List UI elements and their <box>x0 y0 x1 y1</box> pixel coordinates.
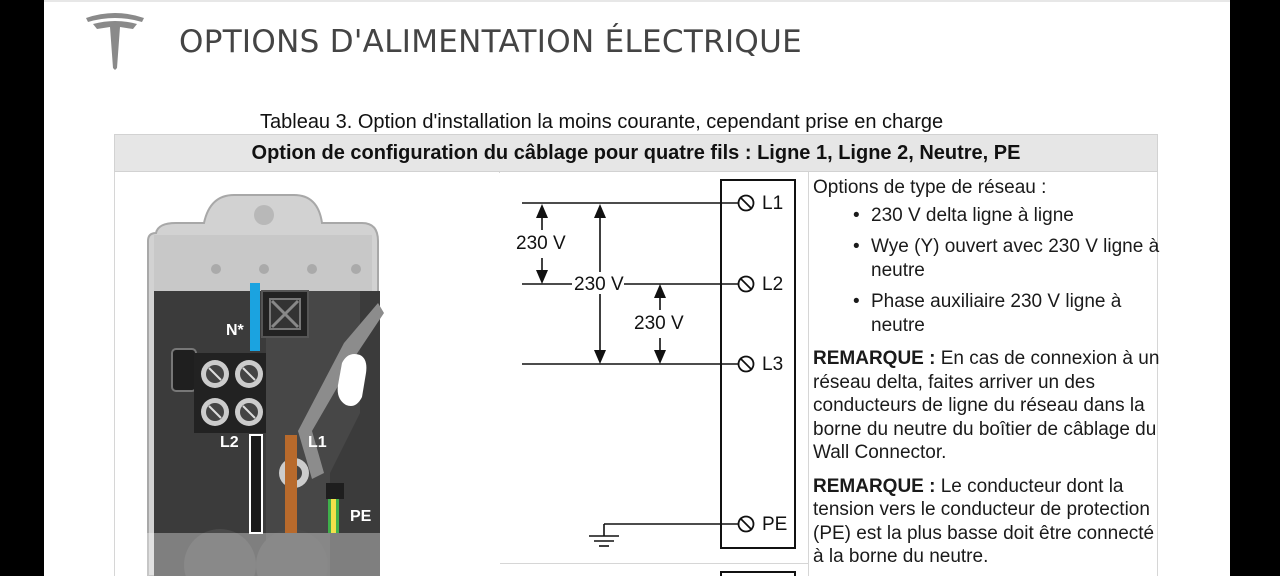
page-top-border <box>44 0 1230 2</box>
pe-wire-label: PE <box>350 508 372 525</box>
list-item <box>813 235 1163 282</box>
table-caption: Tableau 3. Option d'installation la moins courante, cependant prise en charge <box>260 111 944 133</box>
page-title: OPTIONS D'ALIMENTATION ÉLECTRIQUE <box>179 24 802 60</box>
terminal-label-l1: L1 <box>762 193 784 214</box>
document-page <box>44 0 1230 576</box>
bullet-glyph: • <box>853 236 860 257</box>
list-item <box>813 204 1163 228</box>
table-header: Option de configuration du câblage pour quatre fils : Ligne 1, Ligne 2, Neutre, PE <box>114 134 1158 172</box>
remark-label: REMARQUE : <box>813 348 936 369</box>
list-item <box>813 290 1163 337</box>
terminal-screw-icon <box>739 277 754 292</box>
bullet-glyph: • <box>853 291 860 312</box>
table-column-divider <box>808 172 809 576</box>
network-options-list <box>813 204 1163 338</box>
terminal-screw-icon <box>739 357 754 372</box>
voltage-label-l2-l3: 230 V <box>634 313 684 334</box>
terminal-label-l2: L2 <box>762 274 784 295</box>
voltage-label-l1-l3: 230 V <box>574 274 624 295</box>
notes-column <box>813 176 1163 569</box>
voltage-label-l1-l2: 230 V <box>516 233 566 254</box>
line1-wire-label: L1 <box>308 434 327 451</box>
remark-text: Le conducteur dont la tension vers le conducteur de protection (PE) est la plus basse doit être connecté à la borne du neutre. <box>813 475 1155 567</box>
remark-text: En cas de connexion à un réseau delta, faites arriver un des conducteurs de ligne du réseau dans la borne du neutre du boîtier de câblage du Wall Connector. <box>813 348 1160 463</box>
line2-wire-label: L2 <box>220 434 239 451</box>
option-text: 230 V delta ligne à ligne <box>871 204 1074 226</box>
option-text: Wye (Y) ouvert avec 230 V ligne à neutre <box>871 236 1160 281</box>
remark-paragraph <box>813 475 1163 569</box>
option-text: Phase auxiliaire 230 V ligne à neutre <box>871 291 1122 336</box>
tesla-logo-icon <box>84 10 146 72</box>
table-left-border <box>114 172 115 576</box>
terminal-label-l3: L3 <box>762 354 784 375</box>
neutral-wire-label: N* <box>226 322 244 339</box>
terminal-screw-icon <box>739 517 754 532</box>
network-options-heading: Options de type de réseau : <box>813 177 1047 198</box>
terminal-screw-icon <box>739 196 754 211</box>
wall-connector-wiring-photo <box>116 173 500 576</box>
remark-paragraph <box>813 347 1163 465</box>
voltage-wiring-diagram <box>500 172 808 576</box>
remark-label: REMARQUE : <box>813 475 936 497</box>
bullet-glyph: • <box>853 204 860 226</box>
terminal-label-pe: PE <box>762 514 788 535</box>
